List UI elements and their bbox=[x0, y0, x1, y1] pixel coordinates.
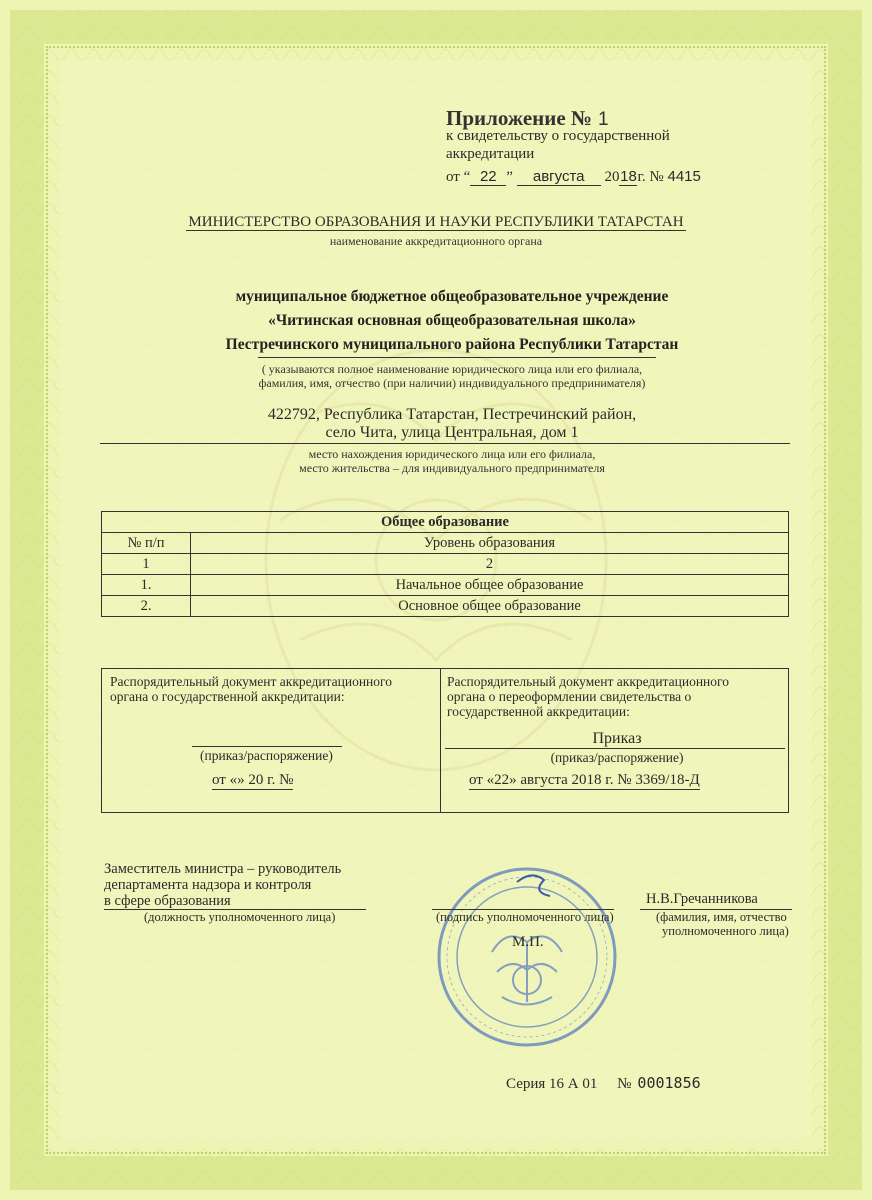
table-cell: Начальное общее образование bbox=[191, 575, 789, 596]
signature-scribble bbox=[517, 875, 550, 896]
col-level-header: Уровень образования bbox=[191, 533, 789, 554]
table-title: Общее образование bbox=[102, 512, 789, 533]
address-caption-2: место жительства – для индивидуального предпринимателя bbox=[299, 461, 605, 475]
position-line-1: Заместитель министра – руководитель bbox=[104, 861, 342, 877]
table-title-row bbox=[102, 512, 789, 533]
right-doc-underline bbox=[445, 748, 785, 749]
org-underline bbox=[258, 357, 656, 358]
table-header-row bbox=[102, 533, 789, 554]
year-word: г. bbox=[637, 169, 646, 185]
right-doc-label-1: Распорядительный документ аккредитационного bbox=[447, 674, 729, 689]
table-cell: 1. bbox=[102, 575, 191, 596]
seal-label: М.П. bbox=[512, 934, 544, 950]
address-line-2: село Чита, улица Центральная, дом 1 bbox=[325, 424, 579, 441]
table-cell: 2 bbox=[191, 554, 789, 575]
org-line-1: муниципальное бюджетное общеобразовательное учреждение bbox=[235, 288, 669, 305]
name-caption-2: уполномоченного лица) bbox=[662, 924, 789, 938]
appendix-date: от “ 22 ” августа 2018г. № 4415 bbox=[446, 168, 701, 185]
org-line-2: «Читинская основная общеобразовательная школа» bbox=[268, 312, 636, 329]
appendix-number: 1 bbox=[598, 109, 609, 130]
name-caption-1: (фамилия, имя, отчество bbox=[656, 910, 787, 924]
appendix-subtitle-1: к свидетельству о государственной bbox=[446, 128, 670, 144]
org-line-3: Пестречинского муниципального района Республики Татарстан bbox=[225, 336, 679, 353]
position-line-3: в сфере образования bbox=[104, 893, 231, 909]
signature-caption: (подпись уполномоченного лица) bbox=[436, 910, 614, 924]
number-sign: № bbox=[649, 169, 664, 185]
official-seal bbox=[432, 862, 622, 1052]
appendix-title-text: Приложение № bbox=[446, 106, 593, 130]
serial-number-sign: № bbox=[617, 1076, 632, 1092]
address-caption-1: место нахождения юридического лица или его филиала, bbox=[308, 447, 596, 461]
left-doc-date: от «» 20 г. № bbox=[212, 772, 294, 788]
signer-name: Н.В.Гречанникова bbox=[646, 891, 758, 907]
right-doc-date: от «22» августа 2018 г. № 3369/18-Д bbox=[469, 772, 700, 788]
documents-divider bbox=[440, 669, 441, 812]
table-cell: 2. bbox=[102, 596, 191, 617]
table-cell: 1 bbox=[102, 554, 191, 575]
org-caption-1: ( указываются полное наименование юридического лица или его филиала, bbox=[261, 362, 643, 376]
date-prefix: от bbox=[446, 169, 460, 185]
org-caption-2: фамилия, имя, отчество (при наличии) индивидуального предпринимателя) bbox=[258, 376, 646, 390]
table-row bbox=[102, 596, 789, 617]
appendix-subtitle-2: аккредитации bbox=[446, 146, 535, 162]
right-doc-type: Приказ bbox=[592, 730, 642, 747]
right-doc-label-3: государственной аккредитации: bbox=[447, 704, 630, 719]
table-index-row bbox=[102, 554, 789, 575]
right-doc-caption: (приказ/распоряжение) bbox=[550, 750, 684, 765]
right-doc-label-2: органа о переоформлении свидетельства о bbox=[447, 689, 692, 704]
documents-box bbox=[101, 668, 789, 813]
cert-number: 4415 bbox=[667, 168, 701, 185]
left-doc-label-2: органа о государственной аккредитации: bbox=[110, 689, 345, 704]
address-line-1: 422792, Республика Татарстан, Пестречинский район, bbox=[267, 406, 637, 423]
col-number-header: № п/п bbox=[102, 533, 191, 554]
table-row bbox=[102, 575, 789, 596]
left-doc-underline bbox=[192, 746, 342, 747]
serial-number bbox=[506, 1074, 701, 1093]
series-label: Серия 16 А 01 bbox=[506, 1076, 598, 1092]
authority-name: МИНИСТЕРСТВО ОБРАЗОВАНИЯ И НАУКИ РЕСПУБЛИКИ ТАТАРСТАН bbox=[188, 214, 684, 230]
serial-number-value: 0001856 bbox=[637, 1074, 701, 1092]
left-doc-caption: (приказ/распоряжение) bbox=[200, 748, 333, 763]
position-caption: (должность уполномоченного лица) bbox=[144, 910, 336, 924]
date-month: августа bbox=[517, 168, 601, 186]
position-line-2: департамента надзора и контроля bbox=[104, 877, 312, 893]
authority-caption: наименование аккредитационного органа bbox=[329, 234, 543, 248]
table-cell: Основное общее образование bbox=[191, 596, 789, 617]
year-suffix: 18 bbox=[620, 168, 637, 185]
year-prefix: 20 bbox=[604, 169, 620, 185]
education-table bbox=[101, 511, 789, 617]
address-underline bbox=[100, 443, 790, 444]
date-day: 22 bbox=[470, 168, 506, 186]
left-doc-label-1: Распорядительный документ аккредитационного bbox=[110, 674, 392, 689]
